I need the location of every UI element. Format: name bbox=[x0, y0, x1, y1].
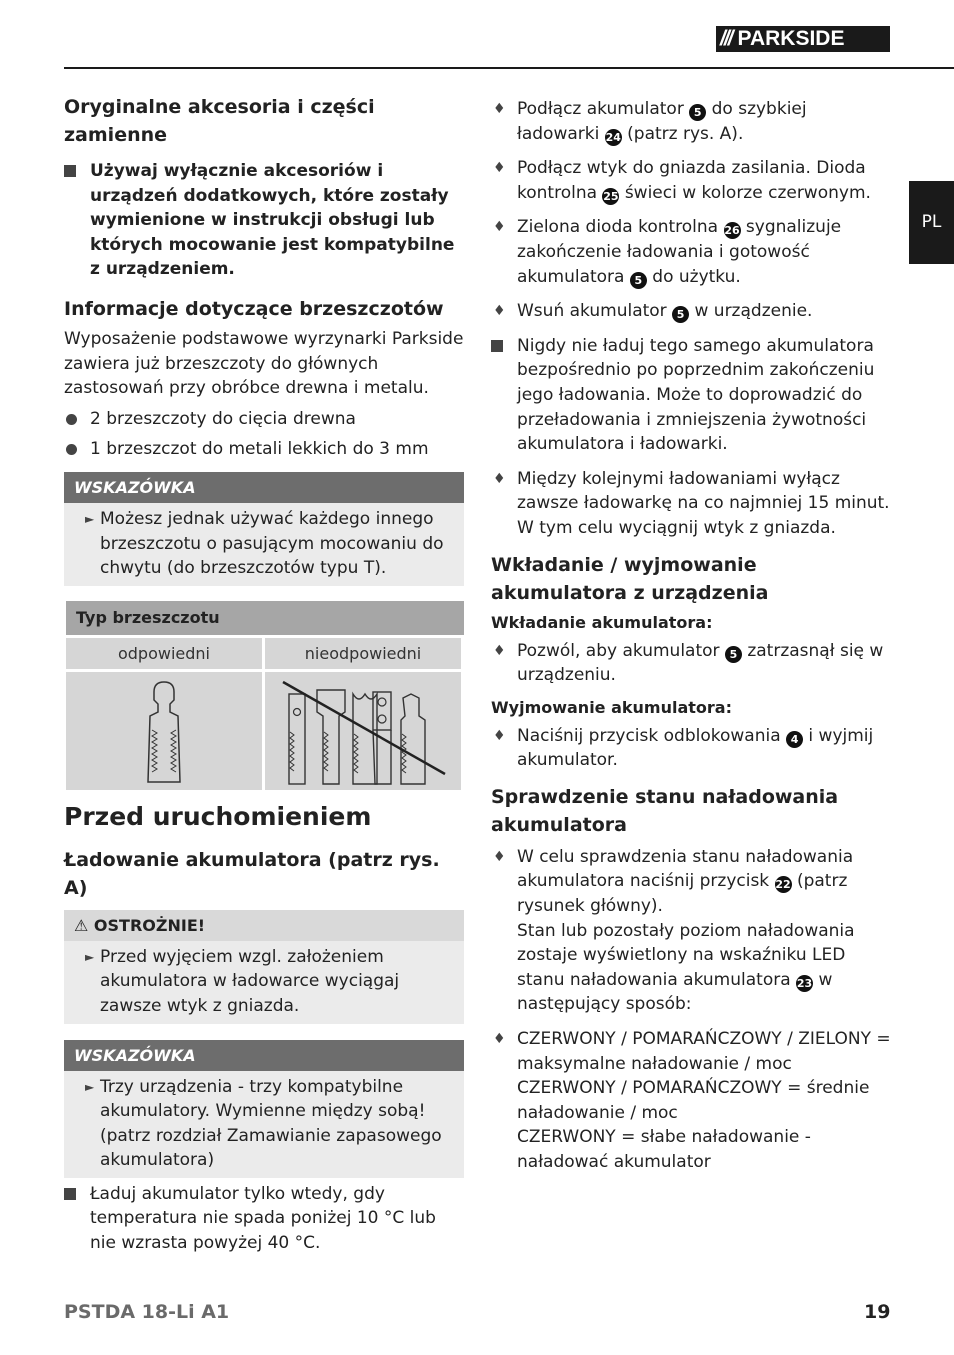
part-number-badge: 25 bbox=[603, 189, 619, 203]
list-item bbox=[491, 639, 891, 688]
diamond-bullet-icon: ♦ bbox=[493, 727, 506, 744]
insert-subheading: Wkładanie akumulatora: bbox=[491, 612, 713, 632]
check-heading: Sprawdzenie stanu naładowania akumulatora bbox=[491, 785, 839, 836]
table-header-unsuitable: nieodpowiedni bbox=[265, 638, 461, 669]
part-number-badge: 5 bbox=[630, 272, 647, 289]
temperature-text: Ładuj akumulator tylko wtedy, gdy temperatura nie spada poniżej 10 °C lub nie wzrasta powyżej 40 °C. bbox=[90, 1183, 436, 1254]
warning-item bbox=[491, 334, 891, 457]
blades-heading: Informacje dotyczące brzeszczotów bbox=[64, 297, 444, 320]
arrow-right-icon: ► bbox=[85, 511, 95, 526]
warning-triangle-icon: ⚠ bbox=[74, 915, 89, 935]
diamond-bullet-icon: ♦ bbox=[493, 1031, 506, 1048]
square-bullet-icon bbox=[491, 340, 503, 352]
parkside-logo bbox=[716, 26, 890, 52]
arrow-right-icon: ► bbox=[85, 949, 95, 964]
footer-model: PSTDA 18-Li A1 bbox=[64, 1301, 230, 1323]
item-text: w urządzenie. bbox=[694, 301, 813, 322]
item-text: Stan lub pozostały poziom naładowania zostaje wyświetlony na wskaźniku LED stanu naładowania akumulatora bbox=[517, 920, 855, 990]
part-number-badge: 26 bbox=[724, 224, 740, 238]
item-text: Nigdy nie ładuj tego samego akumulatora bezpośrednio po poprzednim zakończeniu jego ładowania. Może to doprowadzić do przeładowania i zmniejszenia żywotności akumulatora i ładowarki. bbox=[517, 335, 875, 455]
diamond-bullet-icon: ♦ bbox=[493, 101, 506, 117]
remove-subheading: Wyjmowanie akumulatora: bbox=[491, 697, 732, 717]
arrow-right-icon: ► bbox=[85, 1079, 95, 1094]
list-item bbox=[491, 724, 891, 773]
section-title: Przed uruchomieniem bbox=[64, 801, 372, 831]
item-text: świeci w kolorze czerwonym. bbox=[624, 182, 871, 203]
part-number-badge: 24 bbox=[605, 130, 621, 144]
diamond-bullet-icon: ♦ bbox=[493, 303, 506, 320]
note-title: WSKAZÓWKA bbox=[64, 1040, 464, 1071]
t-shank-blade-icon bbox=[66, 672, 262, 790]
caution-box bbox=[64, 910, 464, 1024]
caution-header bbox=[64, 910, 464, 941]
list-item bbox=[491, 97, 891, 146]
list-item bbox=[491, 1027, 891, 1175]
item-text: W tym celu wyciągnij wtyk z gniazda. bbox=[517, 517, 836, 538]
note-box bbox=[64, 1040, 464, 1178]
led-state-text: CZERWONY / POMARAŃCZOWY / ZIELONY = maksymalne naładowanie / moc bbox=[517, 1029, 891, 1074]
header-rule bbox=[64, 67, 954, 69]
item-text: Wsuń akumulator bbox=[517, 301, 667, 322]
diamond-bullet-icon: ♦ bbox=[493, 470, 506, 487]
unsuitable-blades-figure bbox=[265, 672, 461, 790]
suitable-blade-figure bbox=[66, 672, 262, 790]
square-bullet-icon bbox=[64, 165, 76, 177]
item-text: w następujący sposób: bbox=[517, 969, 833, 1015]
part-number-badge: 5 bbox=[672, 306, 689, 323]
logo-text: PARKSIDE bbox=[737, 27, 845, 50]
table-header-suitable: odpowiedni bbox=[66, 638, 262, 669]
right-column bbox=[491, 97, 891, 1175]
logo-slashes: /// bbox=[720, 27, 732, 50]
accessories-item-text: Używaj wyłącznie akcesoriów i urządzeń dodatkowych, które zostały wymienione w instrukcji obsługi lub których mocowanie jest kompatybilne z urządzeniem. bbox=[90, 161, 455, 280]
led-state-text: CZERWONY = słabe naładowanie - naładować akumulator bbox=[517, 1127, 811, 1172]
part-number-badge: 22 bbox=[775, 878, 791, 892]
item-text: do użytku. bbox=[652, 266, 741, 287]
item-text: Między kolejnymi ładowaniami wyłącz zawsze ładowarkę na co najmniej 15 minut. bbox=[517, 468, 890, 514]
note-text: Możesz jednak używać każdego innego brzeszczotu o pasującym mocowaniu do chwytu (do brzeszczotów typu T). bbox=[100, 508, 444, 579]
led-state-text: CZERWONY / POMARAŃCZOWY = średnie naładowanie / moc bbox=[517, 1078, 870, 1123]
part-number-badge: 23 bbox=[796, 976, 813, 990]
blade-type-table bbox=[66, 601, 464, 790]
square-bullet-icon bbox=[64, 1188, 76, 1200]
item-text: Zielona dioda kontrolna bbox=[517, 217, 719, 238]
blades-text: Wyposażenie podstawowe wyrzynarki Parkside zawiera już brzeszczoty do głównych zastosowań przy obróbce drewna i metalu. bbox=[64, 328, 464, 399]
list-item bbox=[491, 299, 891, 324]
caution-item bbox=[74, 945, 456, 1019]
part-number-badge: 4 bbox=[786, 731, 803, 748]
item-text: Pozwól, aby akumulator bbox=[517, 640, 720, 661]
item-text: W celu sprawdzenia stanu naładowania akumulatora naciśnij przycisk bbox=[517, 846, 854, 892]
table-title: Typ brzeszczotu bbox=[66, 601, 464, 635]
list-item bbox=[491, 215, 891, 289]
accessories-heading: Oryginalne akcesoria i części zamienne bbox=[64, 96, 375, 146]
note-box bbox=[64, 472, 464, 586]
item-text: do szybkiej ładowarki bbox=[517, 99, 807, 144]
language-tab: PL bbox=[909, 181, 954, 264]
list-item bbox=[491, 156, 891, 205]
item-text: Podłącz wtyk do gniazda zasilania. Dioda kontrolna bbox=[517, 158, 866, 203]
part-number-badge: 5 bbox=[689, 104, 706, 121]
caution-title: OSTROŻNIE! bbox=[93, 915, 206, 935]
item-text: sygnalizuje zakończenie ładowania i gotowość akumulatora bbox=[517, 217, 842, 287]
diamond-bullet-icon: ♦ bbox=[493, 219, 506, 236]
item-text: Podłącz akumulator bbox=[517, 99, 684, 119]
note-item bbox=[74, 507, 456, 581]
left-column bbox=[64, 93, 464, 1256]
temperature-item bbox=[64, 1182, 464, 1256]
charging-heading: Ładowanie akumulatora (patrz rys. A) bbox=[64, 848, 440, 899]
list-item-text: 2 brzeszczoty do cięcia drewna bbox=[90, 408, 356, 429]
item-text: Naciśnij przycisk odblokowania bbox=[517, 725, 781, 746]
dot-bullet-icon bbox=[66, 444, 77, 455]
page-number: 19 bbox=[864, 1301, 891, 1323]
note-text: Trzy urządzenia - trzy kompatybilne akumulatory. Wymienne między sobą! (patrz rozdział Zamawianie zapasowego akumulatora) bbox=[100, 1076, 442, 1171]
unsuitable-blades-icon bbox=[265, 672, 461, 790]
item-text: zatrzasnął się w urządzeniu. bbox=[517, 640, 884, 686]
diamond-bullet-icon: ♦ bbox=[493, 642, 506, 659]
item-text: (patrz rys. A). bbox=[627, 123, 744, 144]
note-item bbox=[74, 1075, 456, 1173]
accessories-item bbox=[64, 159, 464, 282]
diamond-bullet-icon: ♦ bbox=[493, 848, 506, 865]
list-item-text: 1 brzeszczot do metali lekkich do 3 mm bbox=[90, 439, 429, 460]
insert-heading: Wkładanie / wyjmowanie akumulatora z urządzenia bbox=[491, 553, 769, 604]
part-number-badge: 5 bbox=[725, 646, 742, 663]
list-item bbox=[64, 407, 464, 432]
list-item bbox=[491, 845, 891, 1017]
dot-bullet-icon bbox=[66, 414, 77, 425]
note-title: WSKAZÓWKA bbox=[64, 472, 464, 503]
item-text: i wyjmij akumulator. bbox=[517, 725, 874, 771]
list-item bbox=[491, 467, 891, 541]
item-text: (patrz rysunek główny). bbox=[517, 871, 848, 917]
list-item bbox=[64, 437, 464, 462]
diamond-bullet-icon: ♦ bbox=[493, 160, 506, 177]
caution-text: Przed wyjęciem wzgl. założeniem akumulatora w ładowarce wyciągaj zawsze wtyk z gniazda. bbox=[100, 946, 400, 1016]
